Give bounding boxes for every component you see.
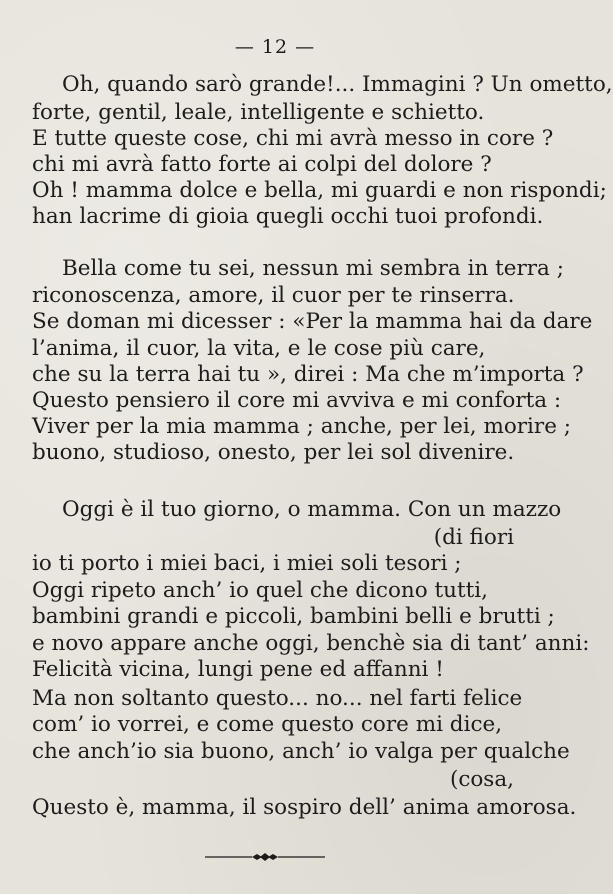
page-number: — 12 — <box>234 36 316 58</box>
poem-line: che anch’io sia buono, anch’ io valga per qualche <box>32 739 570 764</box>
poem-line: che su la terra hai tu », direi : Ma che m’importa ? <box>32 362 584 387</box>
poem-line: Questo è, mamma, il sospiro dell’ anima amorosa. <box>32 795 577 820</box>
poem-line: Questo pensiero il core mi avviva e mi conforta : <box>32 388 562 413</box>
poem-line-continuation: (cosa, <box>449 767 514 792</box>
poem-line: han lacrime di gioia quegli occhi tuoi profondi. <box>32 204 544 229</box>
poem-line: buono, studioso, onesto, per lei sol divenire. <box>32 440 515 465</box>
poem-line: bambini grandi e piccoli, bambini belli e brutti ; <box>32 604 555 629</box>
poem-line: forte, gentil, leale, intelligente e schietto. <box>32 100 485 125</box>
poem-line: Ma non soltanto questo... no... nel farti felice <box>32 686 523 711</box>
end-ornament-icon <box>205 847 325 867</box>
poem-line: Bella come tu sei, nessun mi sembra in terra ; <box>62 256 564 281</box>
poem-line: l’anima, il cuor, la vita, e le cose più care, <box>32 336 486 361</box>
poem-line: riconoscenza, amore, il cuor per te rinserra. <box>32 283 515 308</box>
poem-line: Felicità vicina, lungi pene ed affanni ! <box>32 657 444 682</box>
poem-line: chi mi avrà fatto forte ai colpi del dolore ? <box>32 152 492 177</box>
poem-line: Oh, quando sarò grande!... Immagini ? Un ometto, <box>62 72 613 97</box>
poem-line: Oggi ripeto anch’ io quel che dicono tutti, <box>32 578 489 603</box>
poem-line: io ti porto i miei baci, i miei soli tesori ; <box>32 551 462 576</box>
poem-line: e novo appare anche oggi, benchè sia di tant’ anni: <box>32 631 590 656</box>
poem-line: Se doman mi dicesser : «Per la mamma hai da dare <box>32 309 593 334</box>
poem-line: com’ io vorrei, e come questo core mi dice, <box>32 712 503 737</box>
poem-line: E tutte queste cose, chi mi avrà messo in core ? <box>32 126 554 151</box>
poem-line: Oh ! mamma dolce e bella, mi guardi e non rispondi; <box>32 178 607 203</box>
poem-line: Viver per la mia mamma ; anche, per lei, morire ; <box>32 414 572 439</box>
poem-line-continuation: (di fiori <box>433 525 514 550</box>
poem-line: Oggi è il tuo giorno, o mamma. Con un mazzo <box>62 497 562 522</box>
